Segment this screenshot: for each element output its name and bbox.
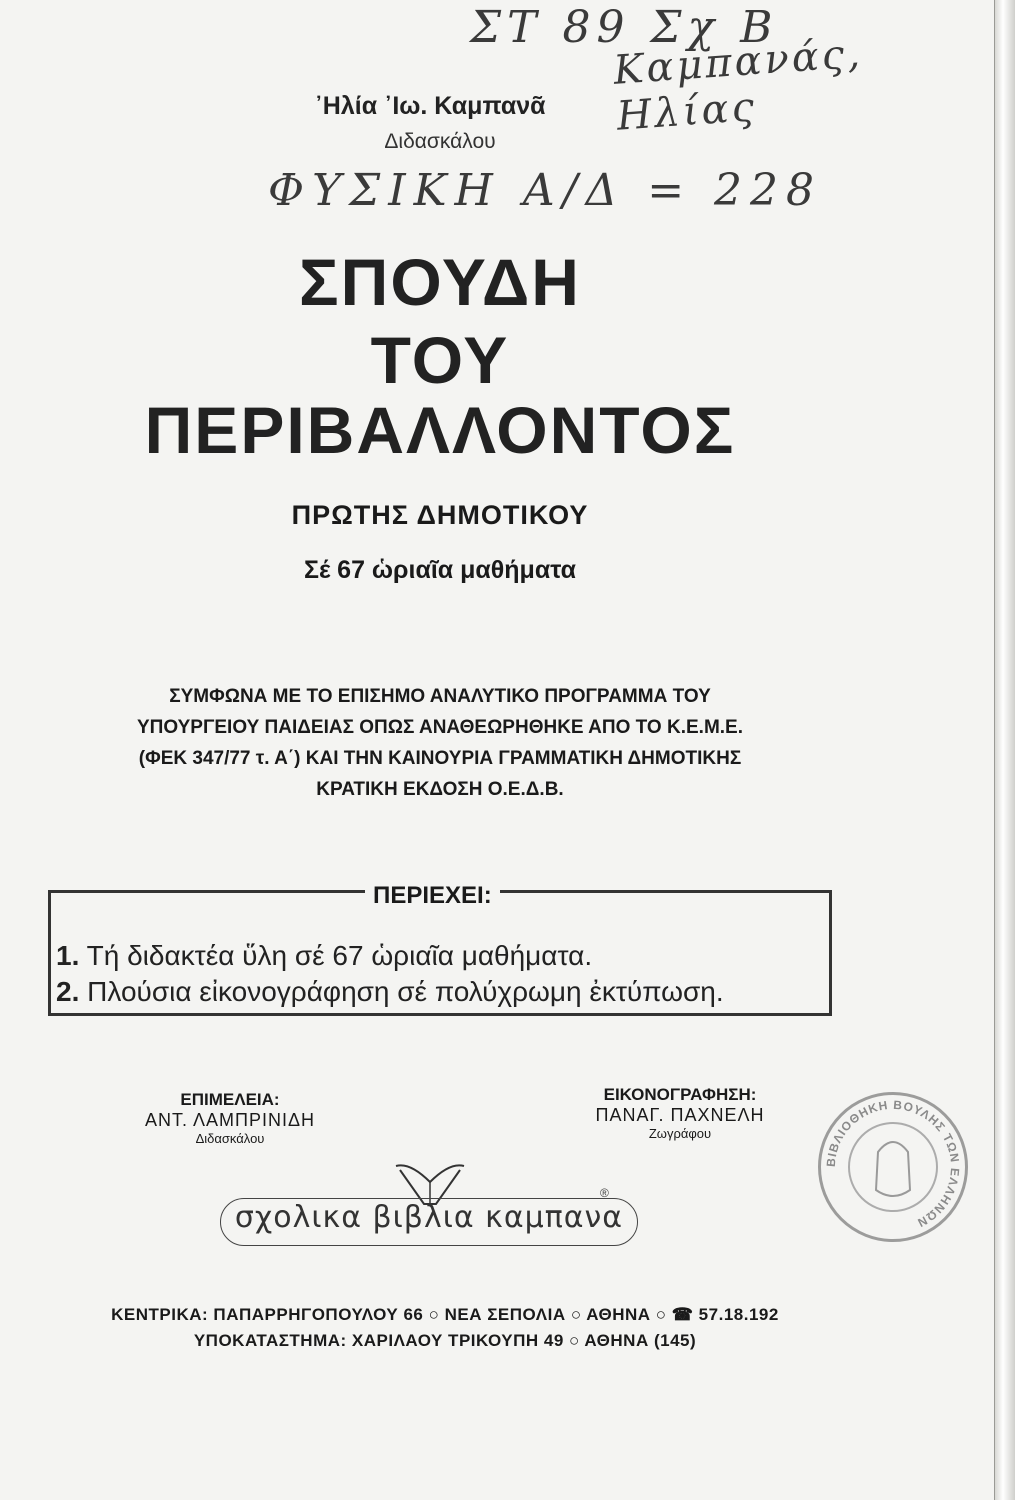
notice-line-1: ΣΥΜΦΩΝΑ ΜΕ ΤΟ ΕΠΙΣΗΜΟ ΑΝΑΛΥΤΙΚΟ ΠΡΟΓΡΑΜΜΑ ΤΟΥ: [169, 686, 711, 707]
contents-item-number: 2.: [56, 976, 80, 1007]
handwritten-subject-note: ΦΥΣΙΚΗ Α/Δ = 228: [268, 165, 823, 216]
illustration-credit: [560, 1085, 800, 1141]
author-role: Διδασκάλου: [384, 130, 496, 153]
editing-heading: ΕΠΙΜΕΛΕΙΑ:: [180, 1090, 280, 1109]
handwritten-author-note: Καμπανάς, Ηλίας: [612, 30, 865, 140]
title-line-3: ΠΕΡΙΒΑΛΛΟΝΤΟΣ: [144, 393, 736, 467]
address-branch: ΥΠΟΚΑΤΑΣΤΗΜΑ: ΧΑΡΙΛΑΟΥ ΤΡΙΚΟΥΠΗ 49 ○ ΑΘΗΝΑ (145): [193, 1331, 697, 1350]
editing-name: ΑΝΤ. ΛΑΜΠΡΙΝΙΔΗ: [144, 1110, 316, 1130]
editing-role: Διδασκάλου: [195, 1131, 265, 1146]
library-stamp-text: ΒΙΒΛΙΟΘΗΚΗ ΒΟΥΛΗΣ ΤΩΝ ΕΛΛΗΝΩΝ: [823, 1097, 963, 1231]
contents-item-number: 1.: [56, 940, 80, 971]
contents-item: [56, 940, 592, 972]
title-line-1: ΣΠΟΥΔΗ: [299, 245, 581, 319]
notice-line-4: ΚΡΑΤΙΚΗ ΕΚΔΟΣΗ Ο.Ε.Δ.Β.: [316, 779, 564, 800]
author-name: ᾿Ηλία ᾿Ιω. Καμπανᾶ: [314, 92, 546, 120]
notice-line-2: ΥΠΟΥΡΓΕΙΟΥ ΠΑΙΔΕΙΑΣ ΟΠΩΣ ΑΝΑΘΕΩΡΗΘΗΚΕ ΑΠΟ ΤΟ Κ.Ε.Μ.Ε.: [136, 717, 744, 738]
contents-item-text: Τή διδακτέα ὕλη σέ 67 ὡριαῖα μαθήματα.: [86, 940, 593, 971]
page-edge: [994, 0, 1015, 1500]
illustration-role: Ζωγράφου: [648, 1126, 712, 1141]
contents-heading: ΠΕΡΙΕΧΕΙ:: [365, 882, 500, 910]
grade-subtitle: ΠΡΩΤΗΣ ΔΗΜΟΤΙΚΟΥ: [291, 500, 589, 530]
illustration-name: ΠΑΝΑΓ. ΠΑΧΝΕΛΗ: [595, 1105, 765, 1125]
address-main: ΚΕΝΤΡΙΚΑ: ΠΑΠΑΡΡΗΓΟΠΟΥΛΟΥ 66 ○ ΝΕΑ ΣΕΠΟΛΙΑ ○ ΑΘΗΝΑ ○ ☎ 57.18.192: [111, 1305, 779, 1324]
title-line-2: ΤΟΥ: [370, 323, 510, 397]
contents-item-text: Πλούσια εἰκονογράφηση σέ πολύχρωμη ἐκτύπωση.: [87, 976, 724, 1007]
handwritten-top-code: ΣΤ 89 Σχ Β: [470, 2, 779, 53]
publisher-logo-text: σχολικα βιβλια καμπανα: [234, 1200, 624, 1235]
contents-item: [56, 976, 724, 1008]
editing-credit: [110, 1090, 350, 1146]
lessons-subtitle: Σέ 67 ὡριαῖα μαθήματα: [303, 556, 577, 584]
registered-mark: ®: [600, 1186, 609, 1200]
library-stamp-seal: [818, 1092, 968, 1242]
svg-text:ΒΙΒΛΙΟΘΗΚΗ ΒΟΥΛΗΣ ΤΩΝ ΕΛΛΗΝΩΝ: [824, 1098, 962, 1230]
notice-line-3: (ΦΕΚ 347/77 τ. Α΄) ΚΑΙ ΤΗΝ ΚΑΙΝΟΥΡΙΑ ΓΡΑΜΜΑΤΙΚΗ ΔΗΜΟΤΙΚΗΣ: [138, 748, 742, 769]
illustration-heading: ΕΙΚΟΝΟΓΡΑΦΗΣΗ:: [603, 1085, 757, 1104]
